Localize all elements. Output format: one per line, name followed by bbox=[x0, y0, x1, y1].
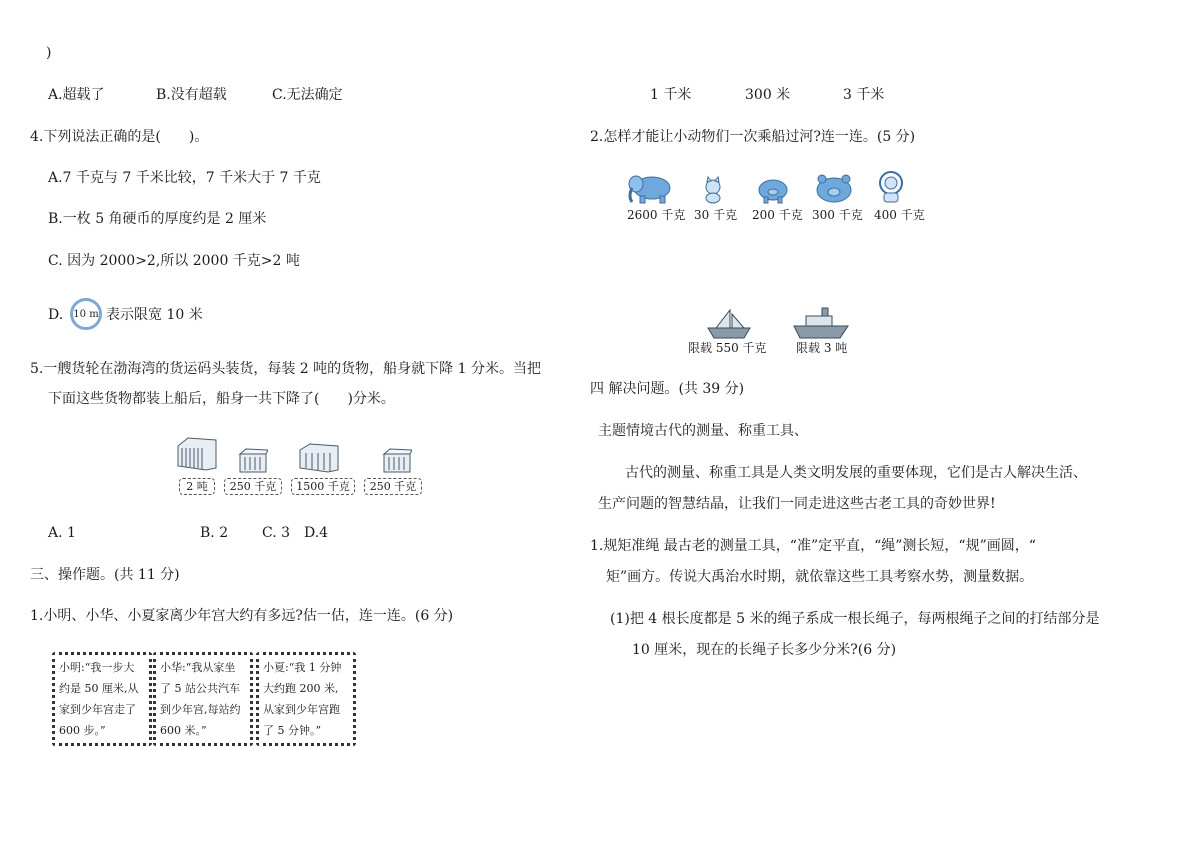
cargo-label: 1500 千克 bbox=[291, 478, 355, 495]
lion-icon bbox=[876, 170, 906, 204]
r-q1-sub-line2: 10 厘米，现在的长绳子长多少分米?(6 分) bbox=[632, 642, 897, 658]
q3-option-a: A.超载了 bbox=[48, 87, 105, 103]
bear-icon bbox=[814, 172, 854, 204]
intro-line1: 古代的测量、称重工具是人类文明发展的重要体现，它们是古人解决生活、 bbox=[625, 465, 1087, 481]
q4-stem: 4.下列说法正确的是( )。 bbox=[30, 129, 209, 145]
q5-line2: 下面这些货物都装上船后，船身一共下降了( )分米。 bbox=[48, 391, 395, 407]
boat-capacity: 限载 550 千克 bbox=[688, 341, 767, 355]
width-limit-sign-label: 10 m bbox=[73, 308, 99, 320]
cargo-label: 2 吨 bbox=[179, 478, 215, 495]
q3-tail: ) bbox=[46, 45, 52, 61]
cargo-label: 250 千克 bbox=[364, 478, 422, 495]
cargo-label: 250 千克 bbox=[224, 478, 282, 495]
cat-icon bbox=[700, 176, 726, 204]
r-q1-line1: 1.规矩准绳 最古老的测量工具，“准”定平直，“绳”测长短，“规”画圆，“ bbox=[590, 538, 1036, 554]
distance-option: 300 米 bbox=[745, 87, 791, 103]
distance-option: 3 千米 bbox=[843, 87, 885, 103]
section4-title: 四 解决问题。(共 39 分) bbox=[590, 381, 745, 397]
note-card-xiaoxia: 小夏:“我 1 分钟大约跑 200 米,从家到少年宫跑了 5 分钟。” bbox=[256, 652, 356, 746]
q4-option-b: B.一枚 5 角硬币的厚度约是 2 厘米 bbox=[48, 211, 267, 227]
container-large-icon bbox=[298, 442, 340, 474]
note-card-xiaohua: 小华:“我从家坐了 5 站公共汽车到少年宫,每站约 600 米。” bbox=[153, 652, 253, 746]
q4-option-d-prefix: D. bbox=[48, 307, 64, 323]
q5-option-c: C. 3 bbox=[262, 525, 291, 541]
animal-weight: 200 千克 bbox=[752, 208, 803, 222]
r-q1-sub-line1: (1)把 4 根长度都是 5 米的绳子系成一根长绳子，每两根绳子之间的打结部分是 bbox=[610, 611, 1100, 627]
q4-option-c: C. 因为 2000>2,所以 2000 千克>2 吨 bbox=[48, 253, 300, 269]
q5-line1: 5.一艘货轮在渤海湾的货运码头装货，每装 2 吨的货物，船身就下降 1 分米。当把 bbox=[30, 361, 541, 377]
sailboat-icon bbox=[706, 308, 752, 340]
q4-option-a: A.7 千克与 7 千米比较，7 千米大于 7 千克 bbox=[48, 170, 321, 186]
q3-option-c: C.无法确定 bbox=[272, 87, 343, 103]
animal-weight: 2600 千克 bbox=[627, 208, 686, 222]
container-large-icon bbox=[176, 436, 218, 472]
distance-option: 1 千米 bbox=[650, 87, 692, 103]
s3-q1-stem: 1.小明、小华、小夏家离少年宫大约有多远?估一估，连一连。(6 分) bbox=[30, 608, 454, 624]
ship-icon bbox=[792, 306, 850, 340]
elephant-icon bbox=[626, 172, 676, 204]
r-q1-line2: 矩”画方。传说大禹治水时期，就依靠这些工具考察水势，测量数据。 bbox=[606, 569, 1034, 585]
section3-title: 三、操作题。(共 11 分) bbox=[30, 567, 180, 583]
width-limit-sign-icon bbox=[70, 298, 102, 330]
r-q2-stem: 2.怎样才能让小动物们一次乘船过河?连一连。(5 分) bbox=[590, 129, 916, 145]
intro-line2: 生产问题的智慧结晶，让我们一同走进这些古老工具的奇妙世界! bbox=[598, 496, 996, 512]
animal-weight: 300 千克 bbox=[812, 208, 863, 222]
animal-weight: 400 千克 bbox=[874, 208, 925, 222]
q5-option-d: D.4 bbox=[304, 525, 329, 541]
pig-icon bbox=[756, 176, 790, 204]
boat-capacity: 限载 3 吨 bbox=[796, 341, 848, 355]
q5-option-b: B. 2 bbox=[200, 525, 229, 541]
q3-option-b: B.没有超载 bbox=[156, 87, 227, 103]
q5-option-a: A. 1 bbox=[48, 525, 76, 541]
q4-option-d-text: 表示限宽 10 米 bbox=[106, 307, 203, 323]
container-small-icon bbox=[238, 448, 268, 474]
container-small-icon bbox=[382, 448, 412, 474]
note-card-xiaoming: 小明:“我一步大约是 50 厘米,从家到少年宫走了 600 步。” bbox=[52, 652, 152, 746]
theme-line: 主题情境古代的测量、称重工具、 bbox=[598, 423, 808, 439]
animal-weight: 30 千克 bbox=[694, 208, 738, 222]
